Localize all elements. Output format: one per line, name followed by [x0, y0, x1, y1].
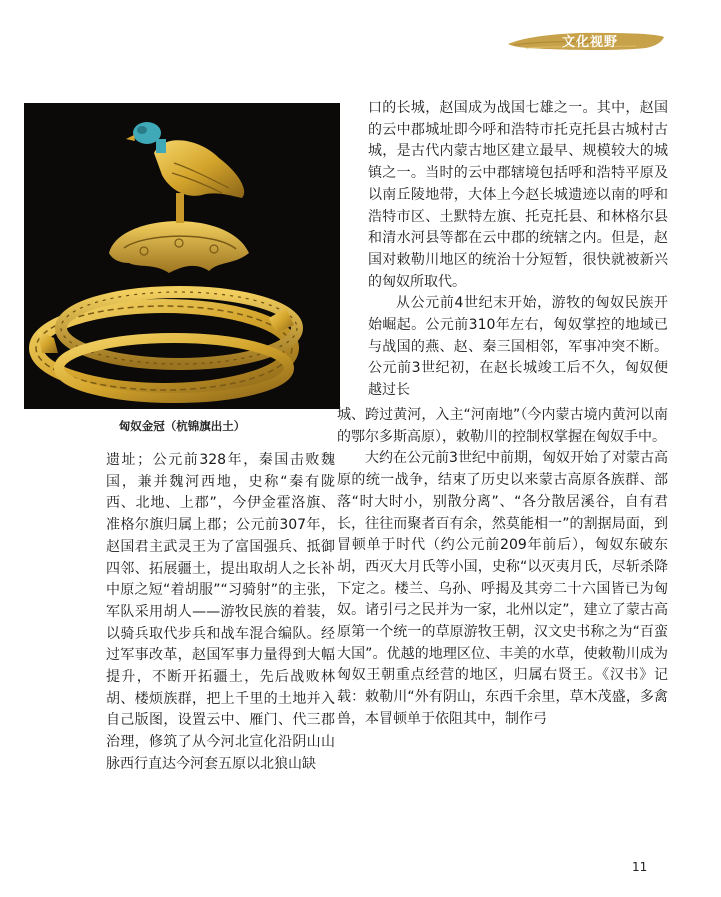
section-label: 文化视野	[562, 35, 619, 50]
gold-crown-with-eagle-icon	[24, 103, 340, 409]
article-right-column	[368, 98, 668, 402]
gold-crown-photo	[24, 103, 340, 409]
paragraph-left: 遗址；公元前328年，秦国击败魏国，兼并魏河西地，史称“秦有陇西、北地、上郡”，今伊金霍洛旗、准格尔旗归属上郡；公元前307年，赵国君主武灵王为了富国强兵、抵御四邻、拓展疆土，提出取胡人之长补中原之短“着胡服”“习骑射”的主张，军队采用胡人——游牧民族的着装，以骑兵取代步兵和战车混合编队。经过军事改革，赵国军事力量得到大幅提升，不断开拓疆土，先后战败林胡、楼烦族群，把上千里的土地并入自己版图，设置云中、雁门、代三郡治理，修筑了从今河北宣化沿阴山山脉西行直达今河套五原以北狼山缺	[106, 452, 335, 772]
paragraph-1: 口的长城，赵国成为战国七雄之一。其中，赵国的云中郡城址即今呼和浩特市托克托县古城村古城，是古代内蒙古地区建立最早、规模较大的城镇之一。当时的云中郡辖境包括呼和浩特平原及以南丘陵地带，大体上今赵长城遗迹以南的呼和浩特市区、土默特左旗、托克托县、和林格尔县和清水河县等都在云中郡的统辖之内。但是，赵国对敕勒川地区的统治十分短暂，很快就被新兴的匈奴所取代。	[368, 100, 668, 290]
article-left-column	[106, 450, 335, 776]
paragraph-2-start: 从公元前4世纪末开始，游牧的匈奴民族开始崛起。公元前310年左右，匈奴掌控的地域已与战国的燕、赵、秦三国相邻，军事冲突不断。公元前3世纪初，在赵长城竣工后不久，匈奴便越过长	[368, 295, 668, 399]
figure-caption: 匈奴金冠（杭锦旗出土）	[118, 419, 246, 433]
page-number: 11	[632, 860, 648, 874]
paragraph-3: 大约在公元前3世纪中前期，匈奴开始了对蒙古高原的统一战争，结束了历史以来蒙古高原各族群、部落“时大时小，别散分离”、“各分散居溪谷，自有君长，往往而聚者百有余，然莫能相一”的割据局面，到冒顿单于时代（约公元前209年前后），匈奴东破东胡，西灭大月氏等小国，史称“以灭夷月氏，尽斩杀降下定之。楼兰、乌孙、呼揭及其旁二十六国皆已为匈奴。诸引弓之民并为一家，北州以定”，建立了蒙古高原第一个统一的草原游牧王朝，汉文史书称之为“百蛮大国”。优越的地理区位、丰美的水草，使敕勒川成为匈奴王朝重点经营的地区，归属右贤王。《汉书》记载：敕勒川“外有阴山，东西千余里，草木茂盛，多禽兽，本冒顿单于依阻其中，制作弓	[337, 450, 668, 727]
section-tag	[506, 28, 666, 54]
paragraph-2-end: 城、跨过黄河，入主“河南地”（今内蒙古境内黄河以南的鄂尔多斯高原），敕勒川的控制权掌握在匈奴手中。	[337, 407, 668, 445]
article-right-lower-column	[337, 405, 668, 731]
